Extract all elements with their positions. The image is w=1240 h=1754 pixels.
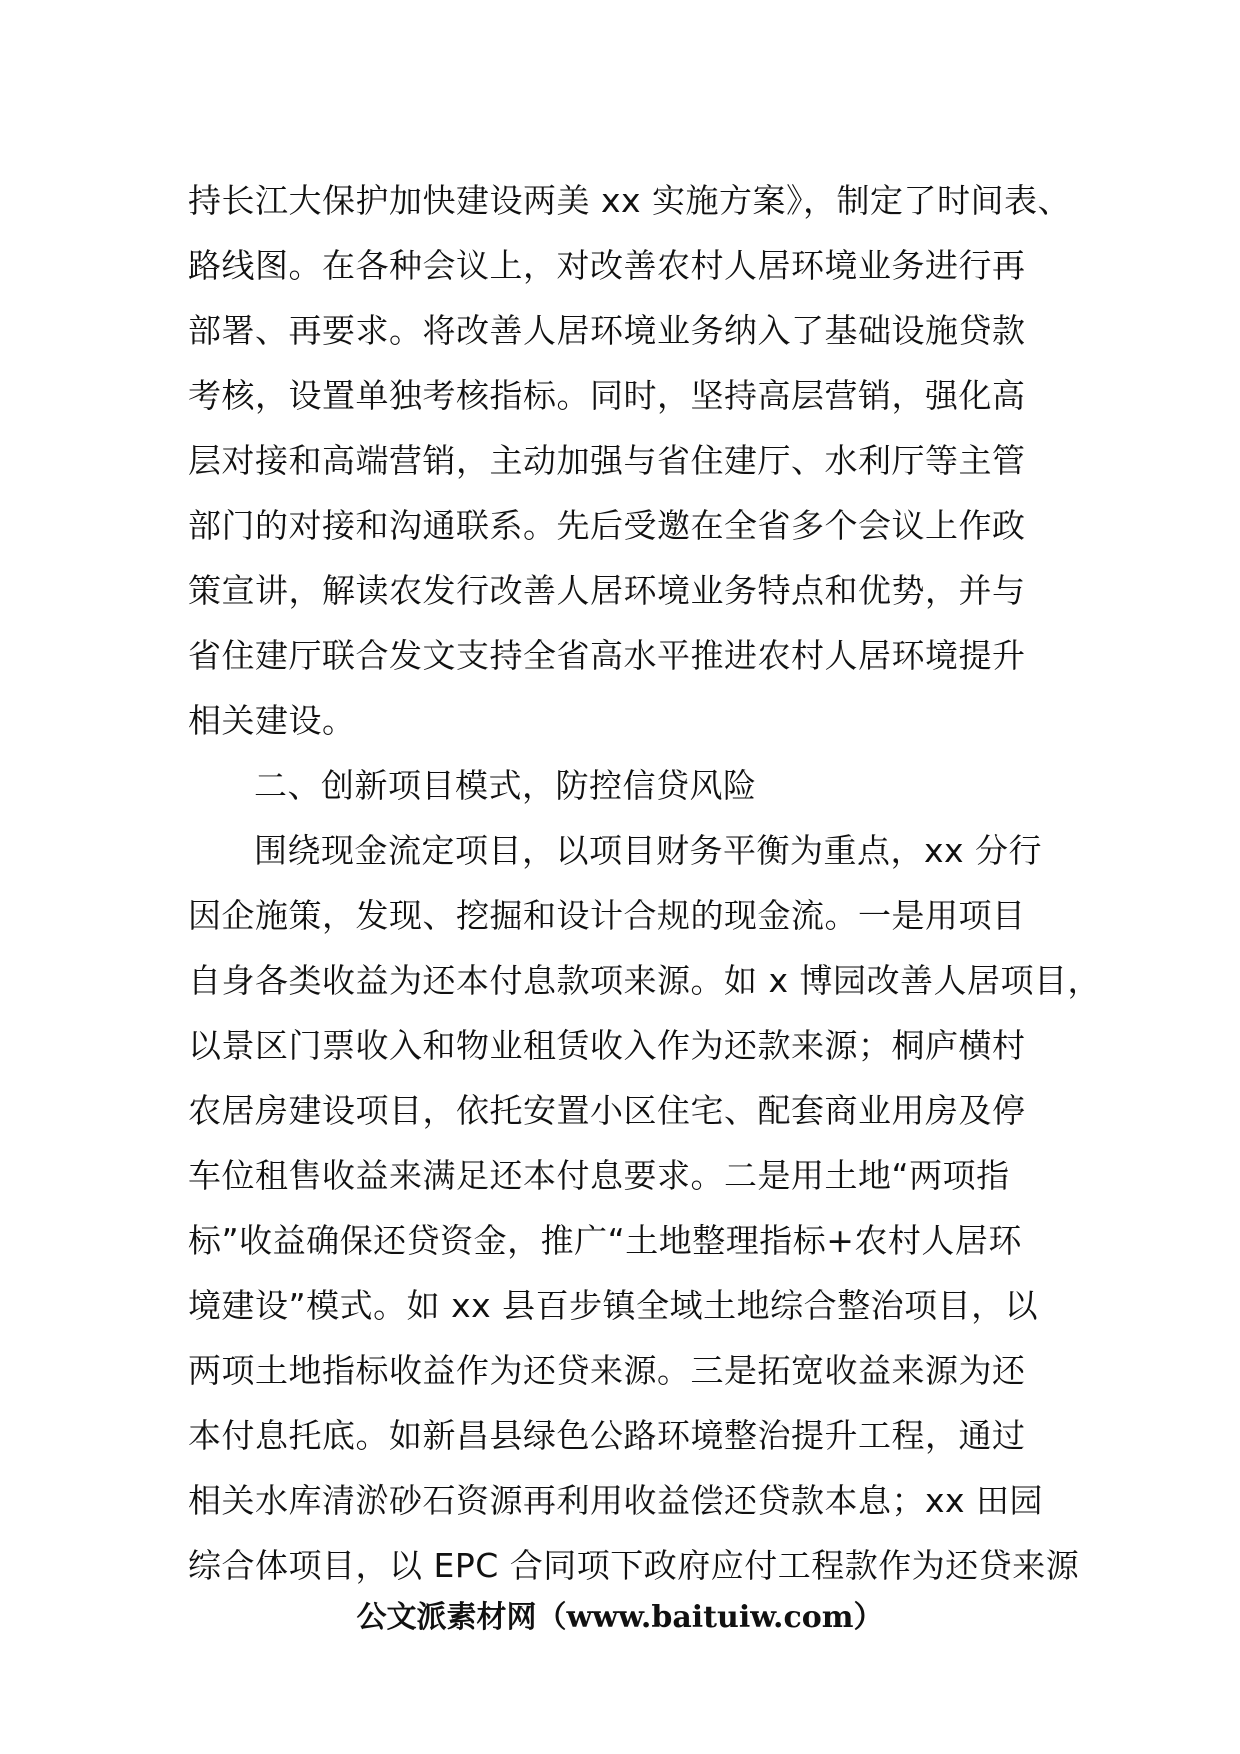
text-line: 围绕现金流定项目，以项目财务平衡为重点，xx 分行 (254, 831, 1043, 870)
text-line: 相关建设。 (188, 701, 356, 740)
text-line: 标”收益确保还贷资金，推广“土地整理指标+农村人居环 (188, 1221, 1022, 1260)
text-line: 两项土地指标收益作为还贷来源。三是拓宽收益来源为还 (188, 1351, 1026, 1390)
text-line: 境建设”模式。如 xx 县百步镇全域土地综合整治项目，以 (188, 1286, 1039, 1325)
text-line: 相关水库清淤砂石资源再利用收益偿还贷款本息；xx 田园 (188, 1481, 1044, 1520)
text-line: 车位租售收益来满足还本付息要求。二是用土地“两项指 (188, 1156, 1010, 1195)
text-line: 部署、再要求。将改善人居环境业务纳入了基础设施贷款 (188, 311, 1026, 350)
text-line: 以景区门票收入和物业租赁收入作为还款来源；桐庐横村 (188, 1026, 1026, 1065)
text-line: 因企施策，发现、挖掘和设计合规的现金流。一是用项目 (188, 896, 1026, 935)
body-text (188, 168, 1102, 1598)
text-line: 综合体项目，以 EPC 合同项下政府应付工程款作为还贷来源 (188, 1546, 1080, 1585)
text-line: 省住建厅联合发文支持全省高水平推进农村人居环境提升 (188, 636, 1026, 675)
text-line: 本付息托底。如新昌县绿色公路环境整治提升工程，通过 (188, 1416, 1026, 1455)
text-line: 自身各类收益为还本付息款项来源。如 x 博园改善人居项目， (188, 961, 1102, 1000)
text-line: 农居房建设项目，依托安置小区住宅、配套商业用房及停 (188, 1091, 1026, 1130)
footer-watermark: 公文派素材网（www.baituiw.com） (356, 1600, 884, 1635)
text-line: 考核，设置单独考核指标。同时，坚持高层营销，强化高 (188, 376, 1026, 415)
text-line: 部门的对接和沟通联系。先后受邀在全省多个会议上作政 (188, 506, 1026, 545)
text-line: 持长江大保护加快建设两美 xx 实施方案》，制定了时间表、 (188, 181, 1072, 220)
text-line: 层对接和高端营销，主动加强与省住建厅、水利厅等主管 (188, 441, 1026, 480)
text-line: 策宣讲，解读农发行改善人居环境业务特点和优势，并与 (188, 571, 1026, 610)
section-heading: 二、创新项目模式，防控信贷风险 (254, 766, 757, 805)
text-line: 路线图。在各种会议上，对改善农村人居环境业务进行再 (188, 246, 1026, 285)
